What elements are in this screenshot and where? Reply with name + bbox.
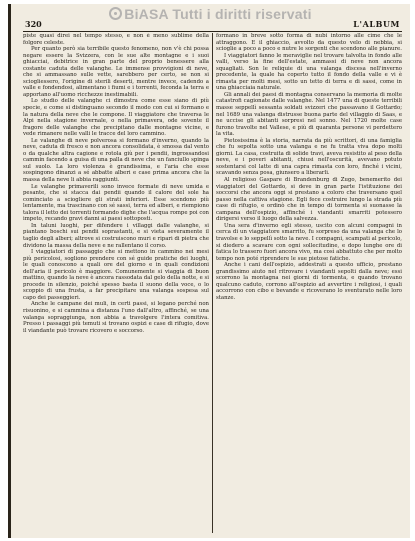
- paragraph: Le valanghe primaverili sono invece formate di neve umida e pesante, che si stacca dai pendii quando il calore del sole ha cominciato a sciogliere gli strati inferiori. Esse scendono più lentamente, ma trascinano con sé sassi, terra ed alberi, e riempiono talora il letto dei torrenti formando dighe che l'acqua rompe poi con impeto, recando gravi danni ai paesi sottoposti.: [23, 183, 209, 223]
- paragraph: Una sera d'inverno egli stesso, uscito con alcuni compagni in cerca di un viaggiatore smarrito, fu sorpreso da una valanga che lo travolse e lo seppellì sotto la neve. I compagni, scampati al pericolo, si diedero a scavare con ogni sollecitudine, e dopo lunghe ore di fatica lo trassero fuori ancora vivo, ma così abbattuto che per molto tempo non poté riprendere le sue pietose fatiche.: [216, 222, 402, 262]
- watermark-text: BiASA Tutti i diritti riservati: [124, 6, 312, 22]
- column-divider: [212, 33, 213, 533]
- paragraph: Anche i cani dell'ospizio, addestrati a questo ufficio, prestano grandissimo aiuto nel ritrovare i viandanti sepolti dalla neve; essi scorrono la montagna nei giorni di tormenta, e quando trovano qualcuno caduto, corrono all'ospizio ad avvertire i religiosi, i quali accorrono con cibo e bevande e ricoverano lo sventurato nelle loro stanze.: [216, 262, 402, 301]
- paragraph: I viaggiatori fanno le meraviglie nel trovare talvolta in fondo alle valli, verso la fine dell'estate, ammassi di neve non ancora squagliati. Son le reliquie di una valanga discesa nell'inverno precedente, la quale ha coperto tutto il fondo della valle e vi è rimasta per molti mesi, sotto un tetto di terra e di sassi, come in una ghiacciaia naturale.: [216, 52, 402, 92]
- paragraph: Per quanto però sia terribile questo fenomeno, non v'è chi possa negare essere la Svizzera, con le sue alte montagne e i suoi ghiacciai, debitrice in gran parte del proprio benessere alla costante caduta delle valanghe. Le immense provvigioni di neve, che si ammassano sulle vette, sarebbero per certo, se non si sciogliessero, l'origine di sterili deserti, mentre invece, cadendo a valle e fondendosi, alimentano i fiumi e i torrenti, feconda la terra e apportano all'uomo ricchezze inestimabili.: [23, 46, 209, 98]
- paragraph: Pietosissima è la storia, narrata da più scrittori, di una famiglia che fu sepolta sotto una valanga e ne fu tratta viva dopo molti giorni. La casa, costruita di solide travi, aveva resistito al peso della neve, e i poveri abitanti, chiusi nell'oscurità, avevano potuto sostentarsi col latte di una capra rimasta con loro, finché i vicini, scavando senza posa, giunsero a liberarli.: [216, 137, 402, 177]
- left-column: [23, 33, 209, 533]
- journal-title: L'ALBUM: [353, 19, 400, 29]
- paragraph: In taluni luoghi, per difendere i villaggi dalle valanghe, si piantano boschi sui pendii soprastanti, e si vieta severamente il taglio degli alberi; altrove si costruiscono muri e ripari di pietra che dividono la massa della neve e ne rallentano il corso.: [23, 222, 209, 249]
- copyright-watermark: [11, 6, 410, 22]
- biasa-logo-icon: [109, 7, 122, 20]
- paragraph: piste quasi direi nel tempo stesso, e non è meno sublime della folgore celeste.: [23, 33, 209, 46]
- paragraph: Le valanghe di neve polverosa si formano d'inverno, quando la neve, caduta di fresco e non ancora consolidata, è smossa dal vento o da qualche altra cagione e rotola giù per i pendii, ingrossandosi cammin facendo a guisa di una palla di neve che un fanciullo spinga sul suolo. La loro violenza è grandissima, e l'aria che esse sospingono dinanzi a sé abbatte alberi e case prima ancora che la massa della neve li abbia raggiunti.: [23, 137, 209, 184]
- paragraph: Lo studio delle valanghe ci dimostra come esse siano di più specie, e come si distinguano secondo il modo con cui si formano e la natura della neve che le compone. Il viaggiatore che traversa le Alpi nella stagione invernale, o nella primavera, ode sovente il fragore delle valanghe che precipitano dalle montagne vicine, e vede rimanere nelle valli le tracce del loro cammino.: [23, 98, 209, 138]
- header-rule: [23, 31, 402, 32]
- newspaper-page: [8, 4, 410, 538]
- paragraph: formano in breve sotto forma di nubi intorno alle cime che le attraggono. E il ghiaccio, avvolto da questo velo di nebbia, si scioglie a poco a poco e nutre le sorgenti che scendono alle pianure.: [216, 33, 402, 53]
- right-column: [216, 33, 402, 533]
- paragraph: I viaggiatori di passaggio che si mettono in cammino nei mesi più pericolosi, sogliono prendere con sé guide pratiche dei luoghi, le quali conoscono a quali ore del giorno e in quali condizioni dell'aria il pericolo è maggiore. Comunemente si viaggia di buon mattino, quando la neve è ancora rassodata dal gelo della notte, e si procede in silenzio, poiché spesso basta il suono della voce, o lo scoppio di una frusta, a far precipitare una valanga sospesa sul capo dei passeggieri.: [23, 249, 209, 301]
- page-number: 320: [25, 19, 42, 29]
- paragraph: Al religioso Gaspare di Brandenburg di Zugo, benemerito dei viaggiatori del Gottardo, si deve in gran parte l'istituzione dei soccorsi che ancora oggi si prestano a coloro che traversano quel passo nella cattiva stagione. Egli fece costruire lungo la strada più case di rifugio, e ordinò che in tempo di tormenta si suonasse la campana dell'ospizio, affinché i viandanti smarriti potessero dirigersi verso il luogo della salvezza.: [216, 177, 402, 223]
- paragraph: Gli annali dei paesi di montagna conservano la memoria di molte catastrofi cagionate dalle valanghe. Nel 1477 una di queste terribili masse seppellì sessanta soldati svizzeri che passavano il Gottardo; nel 1689 una valanga distrusse buona parte del villaggio di Saas, e ne uccise gli abitanti sorpresi nel sonno. Nel 1720 molte case furono travolte nel Vallese, e più di quaranta persone vi perdettero la vita.: [216, 91, 402, 138]
- paragraph: Anche le campane dei muli, in certi passi, si legano perché non risuonino, e si cammina a distanza l'uno dall'altro, affinché, se una valanga sopraggiunga, non abbia a travolgere l'intera comitiva. Presso i passaggi più temuti si trovano ospizi e case di rifugio, dove il viandante può trovare ricovero e soccorso.: [23, 301, 209, 334]
